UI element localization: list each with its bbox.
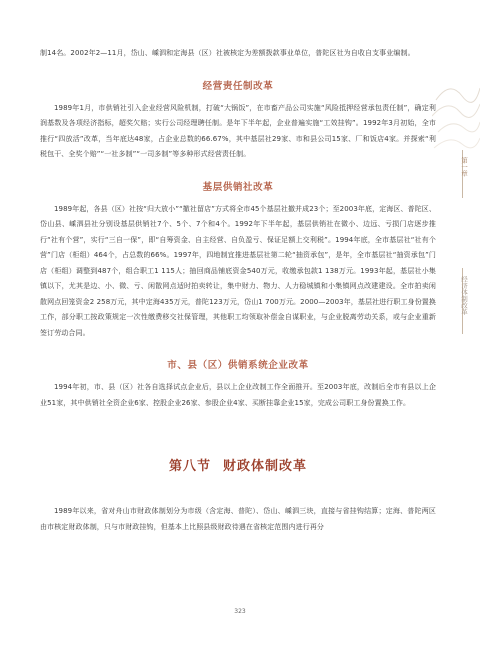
- section-paragraph: 1989年起，各县（区）社按“归大放小”“撤社留店”方式将全市45个基层社撤并成23个；至2003年底，定海区、普陀区、岱山县、嵊泗县社分别设基层供销社7个、5个、7个和4个。1992年下半年起，基层供销社在微小、边远、亏损门店逐步推行“社有个营”，实行“三自一保”，即“自筹资金、自主经营、自负盈亏、保证足额上交利税”。1994年底，全市基层社“社有个营”门店（柜组）464个，占总数的66%。1997年，四地制宜推进基层社第二轮“抽资承包”，是年，全市基层社“抽资承包”门店（柜组）调整到487个，组合职工1 115人；抽回商品铺底资金540万元，收缴承包款1 138万元。1993年起，基层社小集镇以下，尤其是边、小、微、亏、闲散网点适时拍卖转让，集中财力、物力、人力稳城镇和小集镇网点改建建设。全市拍卖闲散网点回笼资金2 258万元，其中定海435万元，普陀123万元，岱山1 700万元。2000—2003年，基层社进行职工身份置换工作，部分职工按政策规定一次性缴费移交社保管理，其他职工均领取补偿金自谋职业，与企业脱离劳动关系，或与企业重新签订劳动合同。: [40, 204, 436, 337]
- section-paragraph: 1989年1月，市供销社引入企业经营风险机制，打破“大锅饭”，在市畜产品公司实施“风险抵押经营承包责任制”，确定利润基数及各项经济指标，超奖欠赔；实行公司经理聘任制。是年下半年起，企业普遍实施“工效挂钩”。1992年3月初始，全市推行“四放活”改革，当年底达48家，占企业总数的66.67%，其中基层社29家、市和县公司15家、厂和饭店4家。并探索“利税包干、全奖个赔”“一社多制”“一司多制”等多种形式经营责任制。: [40, 103, 436, 158]
- chapter-tab: 第一章: [460, 157, 468, 177]
- page-number: 323: [234, 608, 246, 615]
- section-heading: 基层供销社改革: [202, 181, 274, 193]
- section-heading: 经营责任制改革: [202, 80, 274, 92]
- section-tab: 经济体制改革: [460, 276, 468, 315]
- main-text: [40, 46, 436, 535]
- section-paragraph: 1994年初，市、县（区）社各自选择试点企业后，县以上企业改制工作全面推开。至2003年底，改制后全市有县以上企业51家，其中供销社全资企业6家、控股企业26家、参股企业4家、买断挂靠企业15家，完成公司职工身份置换工作。: [40, 383, 436, 407]
- chapter-title: 财政体制改革: [223, 459, 308, 474]
- mountain-decoration: [432, 60, 480, 420]
- section-heading: 市、县（区）供销系统企业改革: [167, 360, 309, 371]
- intro-paragraph: 制14名。2002年2—11月，岱山、嵊泗和定海县（区）社被核定为差额拨款事业单位，普陀区社为自收自支事业编制。: [40, 49, 415, 57]
- chapter-number: 第八节: [168, 459, 211, 474]
- chapter-heading: [40, 455, 436, 474]
- chapter-paragraph: 1989年以来，省对舟山市财政体制划分为市级（含定海、普陀）、岱山、嵊泗三块，直接与省挂钩结算；定海、普陀两区由市核定财政体制，只与市财政挂钩，但基本上比照县级财政待遇在省核定范围内进行再分: [40, 507, 436, 531]
